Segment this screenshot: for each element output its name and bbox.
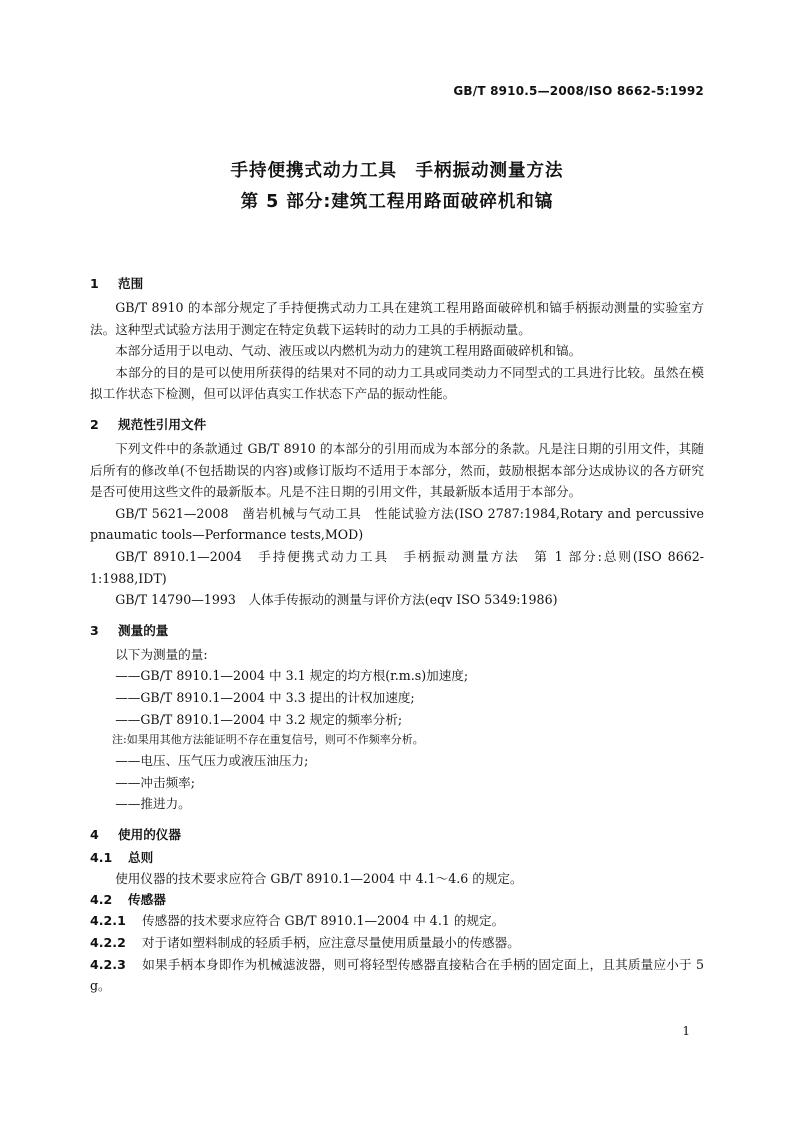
document-title-line1: 手持便携式动力工具 手柄振动测量方法 — [230, 161, 564, 181]
section-4-heading — [90, 821, 704, 848]
quantities-intro: 以下为测量的量: — [115, 646, 208, 662]
section-title: 使用的仪器 — [118, 826, 181, 842]
scope-paragraph-3: 本部分的目的是可以使用所获得的结果对不同的动力工具或同类动力不同型式的工具进行比较。虽然在模拟工作状态下检测，但可以评估真实工作状态下产品的振动性能。 — [90, 364, 704, 402]
section-title: 规范性引用文件 — [118, 416, 207, 432]
clause-number: 4.2.2 — [90, 935, 126, 951]
section-number: 1 — [90, 276, 99, 291]
note-text: 注:如果用其他方法能证明不存在重复信号，则可不作频率分析。 — [112, 733, 424, 747]
quantity-list-item: ——电压、压气压力或液压油压力; — [115, 753, 309, 769]
subsection-title: 总则 — [128, 849, 154, 865]
section-2-heading — [90, 411, 704, 438]
quantity-list-item: ——GB/T 8910.1—2004 中 3.3 提出的计权加速度; — [115, 689, 415, 705]
document-body — [90, 270, 704, 997]
clause-text: 传感器的技术要求应符合 GB/T 8910.1—2004 中 4.1 的规定。 — [142, 913, 505, 929]
subsection-number: 4.2 — [90, 891, 113, 907]
scope-paragraph-1: GB/T 8910 的本部分规定了手持便携式动力工具在建筑工程用路面破碎机和镐手柄振动测量的实验室方法。这种型式试验方法用于测定在特定负载下运转时的动力工具的手柄振动量。 — [90, 300, 704, 337]
section-title: 范围 — [118, 276, 144, 291]
page-number: 1 — [682, 1024, 690, 1038]
scope-paragraph-2: 本部分适用于以电动、气动、液压或以内燃机为动力的建筑工程用路面破碎机和镐。 — [115, 343, 582, 359]
section-number: 2 — [90, 416, 99, 432]
section-number: 4 — [90, 826, 99, 842]
general-requirement-text: 使用仪器的技术要求应符合 GB/T 8910.1—2004 中 4.1～4.6 的规定。 — [115, 871, 523, 887]
clause-4-2-2 — [90, 932, 704, 954]
subsection-4-1-heading — [90, 848, 704, 869]
clause-number: 4.2.1 — [90, 913, 126, 929]
standard-code: GB/T 8910.5—2008/ISO 8662-5:1992 — [453, 84, 704, 98]
clause-4-2-3 — [90, 954, 704, 997]
quantity-list-item: ——GB/T 8910.1—2004 中 3.1 规定的均方根(r.m.s)加速度; — [115, 668, 469, 684]
reference-item: GB/T 8910.1—2004 手持便携式动力工具 手柄振动测量方法 第 1 部分:总则(ISO 8662-1:1988,IDT) — [90, 548, 704, 586]
clause-text: 对于诸如塑料制成的轻质手柄，应注意尽量使用质量最小的传感器。 — [142, 935, 520, 951]
section-1-heading — [90, 270, 704, 297]
subsection-4-2-heading — [90, 890, 704, 911]
section-3-heading — [90, 617, 704, 644]
subsection-title: 传感器 — [128, 891, 166, 907]
clause-4-2-1 — [90, 910, 704, 932]
quantity-list-item: ——推进力。 — [115, 796, 191, 812]
quantity-list-item: ——GB/T 8910.1—2004 中 3.2 规定的频率分析; — [115, 711, 403, 727]
reference-item: GB/T 14790—1993 人体手传振动的测量与评价方法(eqv ISO 5349:1986) — [115, 592, 558, 608]
section-title: 测量的量 — [118, 622, 169, 638]
clause-text: 如果手柄本身即作为机械滤波器，则可将轻型传感器直接粘合在手柄的固定面上，且其质量应小于 5 g。 — [90, 956, 704, 994]
reference-item: GB/T 5621—2008 凿岩机械与气动工具 性能试验方法(ISO 2787:1984,Rotary and percussive pnaumatic tools—Performance tests,MOD) — [90, 505, 704, 543]
document-title-line2: 第 5 部分:建筑工程用路面破碎机和镐 — [240, 192, 554, 212]
references-intro-paragraph: 下列文件中的条款通过 GB/T 8910 的本部分的引用而成为本部分的条款。凡是注日期的引用文件，其随后所有的修改单(不包括勘误的内容)或修订版均不适用于本部分，然而，鼓励根据本部分达成协议的各方研究是否可使用这些文件的最新版本。凡是不注日期的引用文件，其最新版本适用于本部分。 — [90, 440, 704, 500]
clause-number: 4.2.3 — [90, 956, 126, 972]
quantity-list-item: ——冲击频率; — [115, 774, 195, 790]
subsection-number: 4.1 — [90, 849, 113, 865]
section-number: 3 — [90, 622, 99, 638]
